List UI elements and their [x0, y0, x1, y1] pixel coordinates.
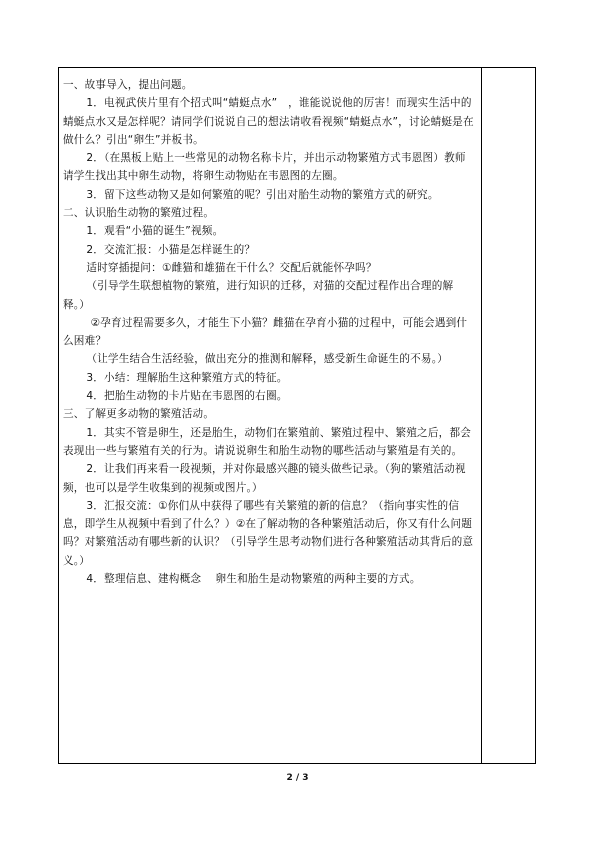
- paragraph: 3．小结：理解胎生这种繁殖方式的特征。: [86, 371, 288, 384]
- paragraph: 3．留下这些动物又是如何繁殖的呢？引出对胎生动物的繁殖方式的研究。: [86, 188, 439, 201]
- paragraph: 1．其实不管是卵生，还是胎生，动物们在繁殖前、繁殖过程中、繁殖之后，都会表现出一些与繁殖有关的行为。请说说卵生和胎生动物的哪些活动与繁殖是有关的。: [63, 426, 472, 457]
- paragraph: 4．把胎生动物的卡片贴在韦恩图的右圈。: [86, 390, 288, 403]
- paragraph: （让学生结合生活经验，做出充分的推测和解释，感受新生命诞生的不易。）: [86, 353, 448, 366]
- section-heading-2: 二、认识胎生动物的繁殖过程。: [63, 207, 215, 220]
- paragraph: 2．让我们再来看一段视频，并对你最感兴趣的镜头做些记录。（狗的繁殖活动视频，也可以是学生收集到的视频或图片。）: [63, 463, 466, 494]
- lesson-content: [63, 76, 475, 588]
- paragraph: 1．观看“小猫的诞生”视频。: [86, 225, 224, 238]
- paragraph: 4．整理信息、建构概念 卵生和胎生是动物繁殖的两种主要的方式。: [86, 573, 421, 586]
- column-divider: [481, 68, 482, 763]
- paragraph: 适时穿插提问：①雌猫和雄猫在干什么？交配后就能怀孕吗？: [86, 261, 377, 274]
- section-heading-3: 三、了解更多动物的繁殖活动。: [63, 408, 215, 421]
- section-heading-1: 一、故事导入，提出问题。: [63, 79, 193, 91]
- page-number: 2 / 3: [286, 773, 309, 783]
- paragraph: 3．汇报交流：①你们从中获得了哪些有关繁殖的新的信息？（指向事实性的信息，即学生从视频中看到了什么？）②在了解动物的各种繁殖活动后，你又有什么问题吗？对繁殖活动有哪些新的认识？（引导学生思考动物们进行各种繁殖活动其背后的意义。）: [63, 499, 474, 567]
- paragraph: （引导学生联想植物的繁殖，进行知识的迁移，对猫的交配过程作出合理的解释。）: [63, 280, 454, 311]
- lesson-table: [58, 67, 536, 764]
- paragraph: 2．（在黑板上贴上一些常见的动物名称卡片，并出示动物繁殖方式韦恩图）教师请学生找出其中卵生动物，将卵生动物贴在韦恩图的左圈。: [63, 152, 466, 183]
- paragraph: ②孕育过程需要多久，才能生下小猫？雌猫在孕育小猫的过程中，可能会遇到什么困难？: [63, 316, 468, 348]
- paragraph: 1．电视武侠片里有个招式叫“蜻蜓点水” ，谁能说说他的厉害！而现实生活中的蜻蜓点水又是怎样呢？请同学们说说自己的想法请收看视频“蜻蜓点水”，讨论蜻蜓是在做什么？引出“卵生”并板书。: [63, 97, 474, 146]
- paragraph: 2．交流汇报：小猫是怎样诞生的？: [86, 243, 256, 256]
